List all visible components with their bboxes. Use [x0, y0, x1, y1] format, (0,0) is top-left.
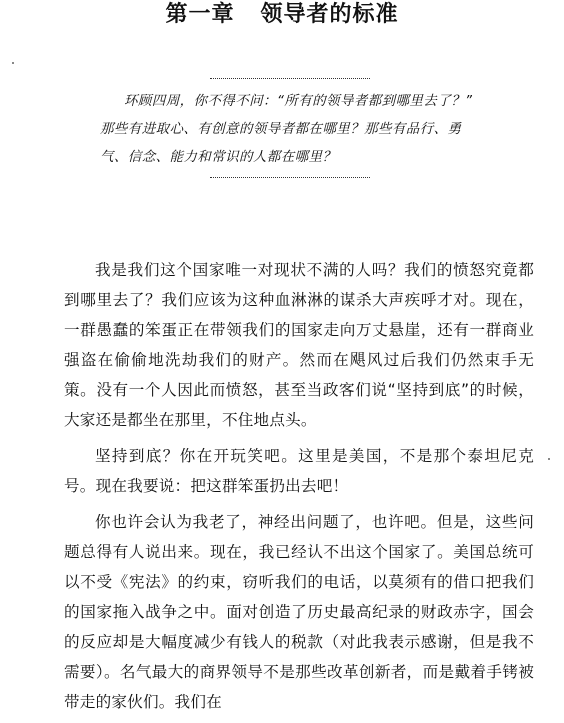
epigraph-line: 气、信念、能力和常识的人都在哪里？: [100, 149, 337, 165]
body-paragraph: 坚持到底？你在开玩笑吧。这里是美国，不是那个泰坦尼克号。现在我要说：把这群笨蛋扔出去吧！: [64, 447, 534, 495]
scan-speck: [548, 458, 550, 460]
epigraph-line: 那些有进取心、有创意的领导者都在哪里？那些有品行、勇: [100, 121, 462, 137]
epigraph-line: 环顾四周，你不得不问：“所有的领导者都到哪里去了？”: [124, 93, 473, 109]
epigraph: [100, 78, 510, 178]
epigraph-bottom-rule: [210, 177, 370, 178]
body-paragraph: 你也许会认为我老了，神经出问题了，也许吧。但是，这些问题总得有人说出来。现在，我已经认不出这个国家了。美国总统可以不受《宪法》的约束，窃听我们的电话，以莫须有的借口把我们的国家拖入战争之中。面对创造了历史最高纪录的财政赤字，国会的反应却是大幅度减少有钱人的税款（对此我表示感谢，但是我不需要）。名气最大的商界领导不是那些改革创新者，而是戴着手铐被带走的家伙们。我们在: [64, 513, 534, 711]
body-text: [64, 255, 534, 723]
chapter-number: 第一章: [165, 2, 235, 27]
epigraph-top-rule: [210, 78, 370, 79]
scan-speck: [12, 62, 14, 64]
body-paragraph: 我是我们这个国家唯一对现状不满的人吗？我们的愤怒究竟都到哪里去了？我们应该为这种血淋淋的谋杀大声疾呼才对。现在，一群愚蠢的笨蛋正在带领我们的国家走向万丈悬崖，还有一群商业强盗在偷偷地洗劫我们的财产。然而在飓风过后我们仍然束手无策。没有一个人因此而愤怒，甚至当政客们说“坚持到底”的时候，大家还是都坐在那里，不住地点头。: [64, 261, 534, 429]
chapter-title: [0, 0, 564, 30]
chapter-name: 领导者的标准: [260, 2, 399, 27]
epigraph-text: [100, 87, 510, 171]
